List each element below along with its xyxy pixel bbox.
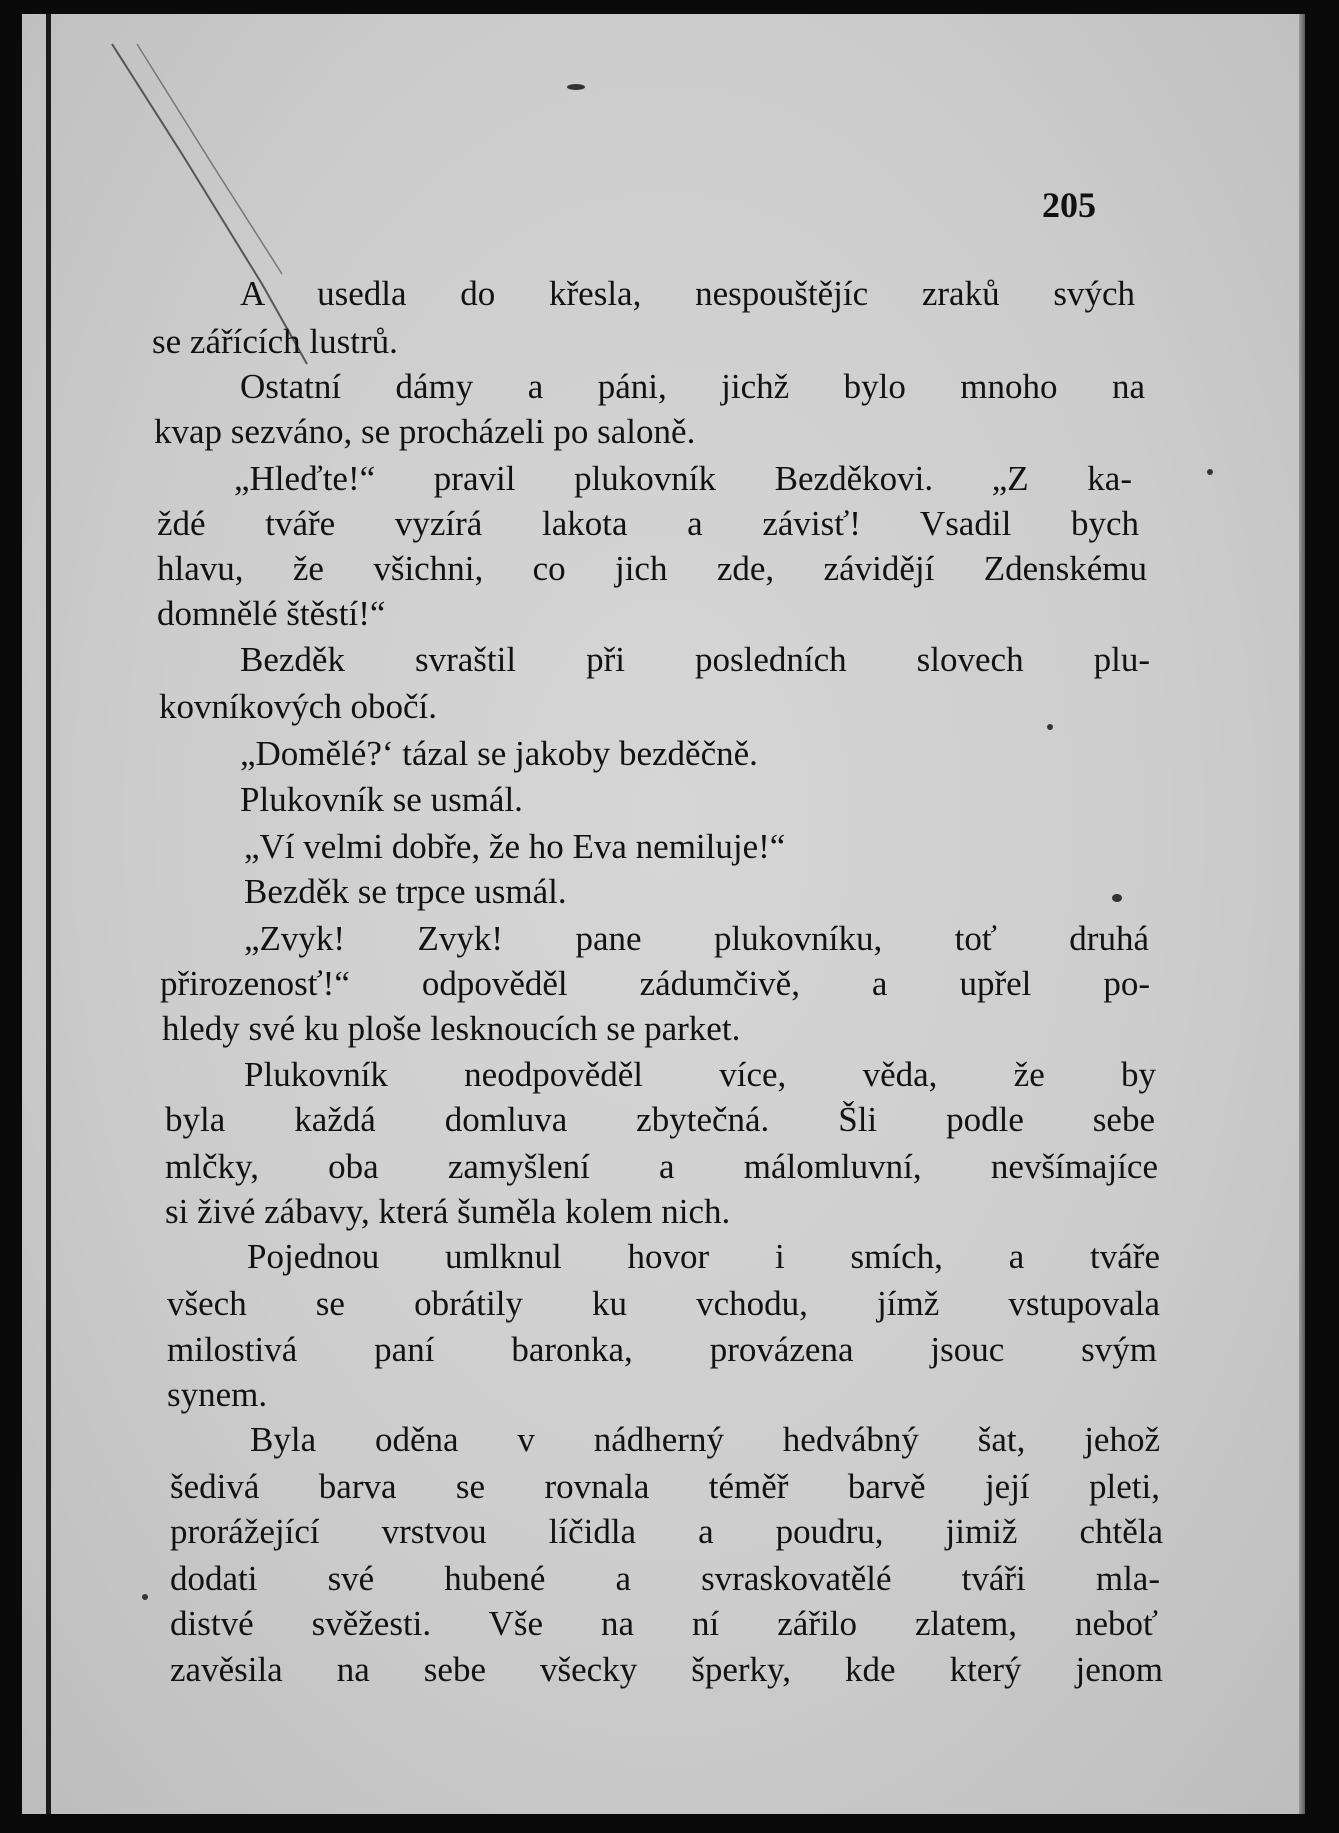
text-line: domnělé štěstí!“ <box>157 594 386 633</box>
text-line: „Domělé?‘ tázal se jakoby bezděčně. <box>240 734 758 773</box>
text-line: synem. <box>167 1375 268 1414</box>
text-line: si živé zábavy, která šuměla kolem nich. <box>165 1192 731 1231</box>
text-line: zavěsila na sebe všecky šperky, kde který jenom <box>170 1650 1163 1689</box>
text-line: Plukovník neodpověděl více, věda, že by <box>244 1055 1156 1094</box>
text-line: hledy své ku ploše lesknoucích se parket. <box>162 1009 741 1048</box>
text-line: ždé tváře vyzírá lakota a závisť! Vsadil bych <box>157 504 1139 543</box>
book-page <box>22 14 1305 1814</box>
text-line: všech se obrátily ku vchodu, jímž vstupovala <box>167 1284 1160 1323</box>
text-line: distvé svěžesti. Vše na ní zářilo zlatem, neboť <box>170 1604 1158 1643</box>
text-line: byla každá domluva zbytečná. Šli podle sebe <box>165 1100 1155 1139</box>
text-line: prorážející vrstvou líčidla a poudru, jimiž chtěla <box>170 1512 1163 1551</box>
text-line: A usedla do křesla, nespouštějíc zraků svých <box>240 274 1135 313</box>
text-line: se zářících lustrů. <box>152 322 398 361</box>
text-line: milostivá paní baronka, provázena jsouc svým <box>167 1330 1157 1369</box>
page-number: 205 <box>1042 185 1096 225</box>
text-line: Byla oděna v nádherný hedvábný šat, jehož <box>250 1420 1160 1459</box>
text-line: Bezděk svraštil při posledních slovech plu- <box>240 640 1150 679</box>
text-line: kovníkových obočí. <box>159 687 438 726</box>
text-line: Bezděk se trpce usmál. <box>244 872 567 911</box>
text-line: šedivá barva se rovnala téměř barvě její pleti, <box>170 1467 1160 1506</box>
text-line: „Zvyk! Zvyk! pane plukovníku, toť druhá <box>244 919 1149 958</box>
text-line: Pojednou umlknul hovor i smích, a tváře <box>247 1237 1160 1276</box>
body-text <box>22 14 1305 1814</box>
text-line: mlčky, oba zamyšlení a málomluvní, nevšímajíce <box>165 1147 1158 1186</box>
text-line: „Hleďte!“ pravil plukovník Bezděkovi. „Z ka- <box>234 459 1132 498</box>
text-line: dodati své hubené a svraskovatělé tváři mla- <box>170 1559 1160 1598</box>
text-line: „Ví velmi dobře, že ho Eva nemiluje!“ <box>244 827 786 866</box>
text-line: přirozenosť!“ odpověděl zádumčivě, a upřel po- <box>160 964 1150 1003</box>
text-line: Ostatní dámy a páni, jichž bylo mnoho na <box>240 367 1145 406</box>
text-line: Plukovník se usmál. <box>240 780 523 819</box>
text-line: kvap sezváno, se procházeli po saloně. <box>154 412 696 451</box>
text-line: hlavu, že všichni, co jich zde, závidějí Zdenskému <box>157 549 1147 588</box>
